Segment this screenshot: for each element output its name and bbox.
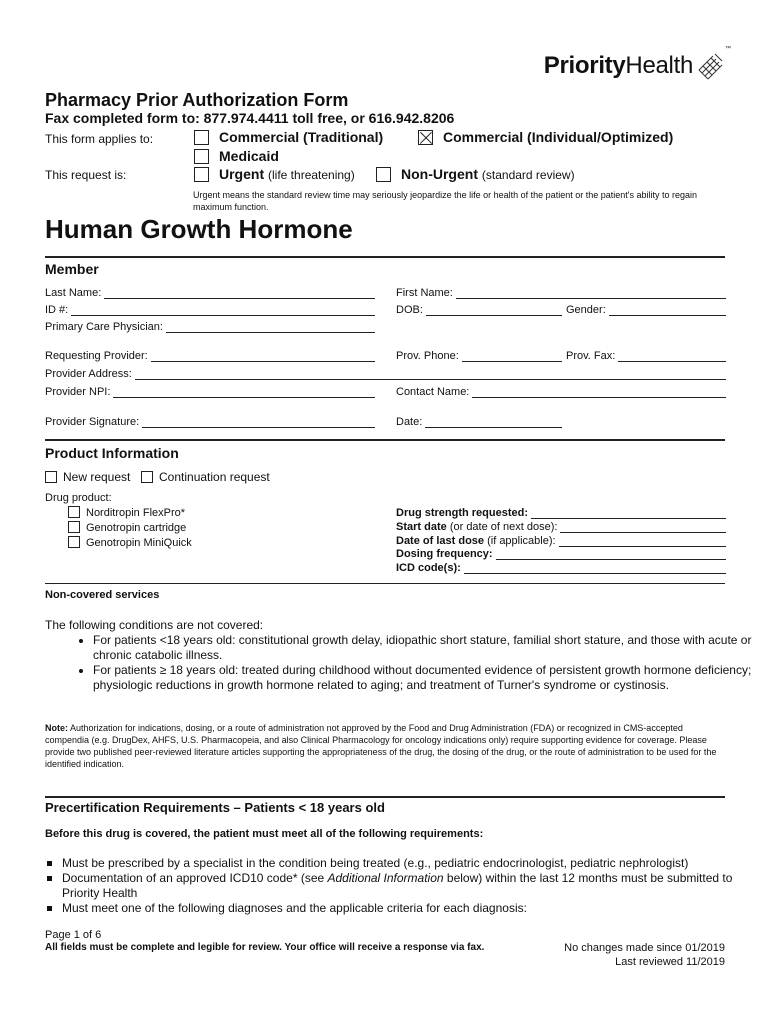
drug-option-genotropin-miniquick[interactable]: Genotropin MiniQuick [68,536,192,551]
checkbox-commercial-traditional[interactable] [194,130,209,145]
dob-field[interactable]: DOB: [396,304,562,316]
first-name-field[interactable]: First Name: [396,287,726,299]
trademark: ™ [725,46,731,52]
gender-field[interactable]: Gender: [566,304,726,316]
provider-npi-field[interactable]: Provider NPI: [45,386,375,398]
checkbox-medicaid[interactable] [194,149,209,164]
last-reviewed: Last reviewed 11/2019 [615,956,725,968]
contact-name-field[interactable]: Contact Name: [396,386,726,398]
drug-product-list [68,506,192,551]
precert-intro: Before this drug is covered, the patient must meet all of the following requirements: [45,828,484,840]
pcp-field[interactable]: Primary Care Physician: [45,321,375,333]
icd-code-field[interactable]: ICD code(s): [396,562,726,574]
checkbox-genotropin-cartridge[interactable] [68,521,80,533]
date-field[interactable]: Date: [396,416,562,428]
drug-strength-field[interactable]: Drug strength requested: [396,507,726,519]
drug-option-norditropin[interactable]: Norditropin FlexPro* [68,506,192,521]
last-dose-field[interactable]: Date of last dose (if applicable): [396,535,726,547]
footer-notice: All fields must be complete and legible for review. Your office will receive a response via fax. [45,942,485,953]
new-request-option[interactable]: New request [45,470,130,484]
product-heading: Product Information [45,445,179,461]
checkbox-urgent[interactable] [194,167,209,182]
checkbox-genotropin-miniquick[interactable] [68,536,80,548]
page-number: Page 1 of 6 [45,929,102,941]
no-changes: No changes made since 01/2019 [564,942,725,954]
noncovered-intro: The following conditions are not covered: [45,618,264,632]
start-date-field[interactable]: Start date (or date of next dose): [396,521,726,533]
urgent-note: Urgent means the standard review time may seriously jeopardize the life or health of the patient or the patient's ability to regain maximum function. [193,190,697,212]
precert-list [45,856,752,916]
precert-rule [45,796,725,798]
noncovered-list [45,633,763,693]
noncovered-rule [45,583,725,584]
checkbox-continuation[interactable] [141,471,153,483]
last-name-field[interactable]: Last Name: [45,287,375,299]
checkbox-norditropin[interactable] [68,506,80,518]
option-urgent[interactable]: Urgent (life threatening) [194,166,355,182]
option-commercial-individual[interactable]: Commercial (Individual/Optimized) [418,129,673,145]
continuation-option[interactable]: Continuation request [141,470,270,484]
checkbox-nonurgent[interactable] [376,167,391,182]
noncovered-heading: Non-covered services [45,589,160,601]
option-nonurgent[interactable]: Non-Urgent (standard review) [376,166,575,182]
dosing-frequency-field[interactable]: Dosing frequency: [396,548,726,560]
logo-wordmark: PriorityHealth [543,52,693,79]
precert-heading: Precertification Requirements – Patients < 18 years old [45,800,385,815]
precert-item: Documentation of an approved ICD10 code* (see Additional Information below) within the last 12 months must be submitted to Priority Health [62,871,752,901]
noncovered-note: Note: Authorization for indications, dosing, or a route of administration not approved by the Food and Drug Administration (FDA) or recognized in CMS-accepted compendia (e.g. DrugDex, AHFS, U.S. Pharmacopeia, and also Clinical Pharmacology for oncology indications only) require supporting evidence for coverage. Please provide two published peer-reviewed literature articles supporting the appropriateness of the drug, the dosing of the drug, or the route of administration to be used for the identified indication. [45,723,717,769]
precert-item: Must meet one of the following diagnoses and the applicable criteria for each diagnosis: [62,901,752,916]
logo-grid-icon [695,48,725,84]
product-rule [45,439,725,441]
provider-signature-field[interactable]: Provider Signature: [45,416,375,428]
prov-phone-field[interactable]: Prov. Phone: [396,350,562,362]
checkbox-commercial-individual[interactable] [418,130,433,145]
noncovered-item: • For patients ≥ 18 years old: treated during childhood without documented evidence of persistent growth hormone deficiency; physiologic reductions in growth hormone related to aging; and treatment of Turner's syndrome or cystinosis. [93,663,763,693]
option-medicaid[interactable]: Medicaid [194,148,279,164]
requesting-provider-field[interactable]: Requesting Provider: [45,350,375,362]
provider-address-field[interactable]: Provider Address: [45,368,726,380]
drug-title: Human Growth Hormone [45,214,353,244]
drug-product-label: Drug product: [45,492,112,504]
member-rule [45,256,725,258]
precert-item: Must be prescribed by a specialist in the condition being treated (e.g., pediatric endocrinologist, pediatric nephrologist) [62,856,752,871]
form-title: Pharmacy Prior Authorization Form [45,90,349,110]
member-heading: Member [45,261,99,277]
prov-fax-field[interactable]: Prov. Fax: [566,350,726,362]
request-label: This request is: [45,168,127,182]
noncovered-item: • For patients <18 years old: constitutional growth delay, idiopathic short stature, familial short stature, and those with acute or chronic catabolic illness. [93,633,763,663]
drug-option-genotropin-cartridge[interactable]: Genotropin cartridge [68,521,192,536]
option-commercial-traditional[interactable]: Commercial (Traditional) [194,129,383,145]
applies-label: This form applies to: [45,132,154,146]
id-field[interactable]: ID #: [45,304,375,316]
checkbox-new-request[interactable] [45,471,57,483]
priority-health-logo [543,46,731,84]
fax-line: Fax completed form to: 877.974.4411 toll free, or 616.942.8206 [45,110,455,126]
